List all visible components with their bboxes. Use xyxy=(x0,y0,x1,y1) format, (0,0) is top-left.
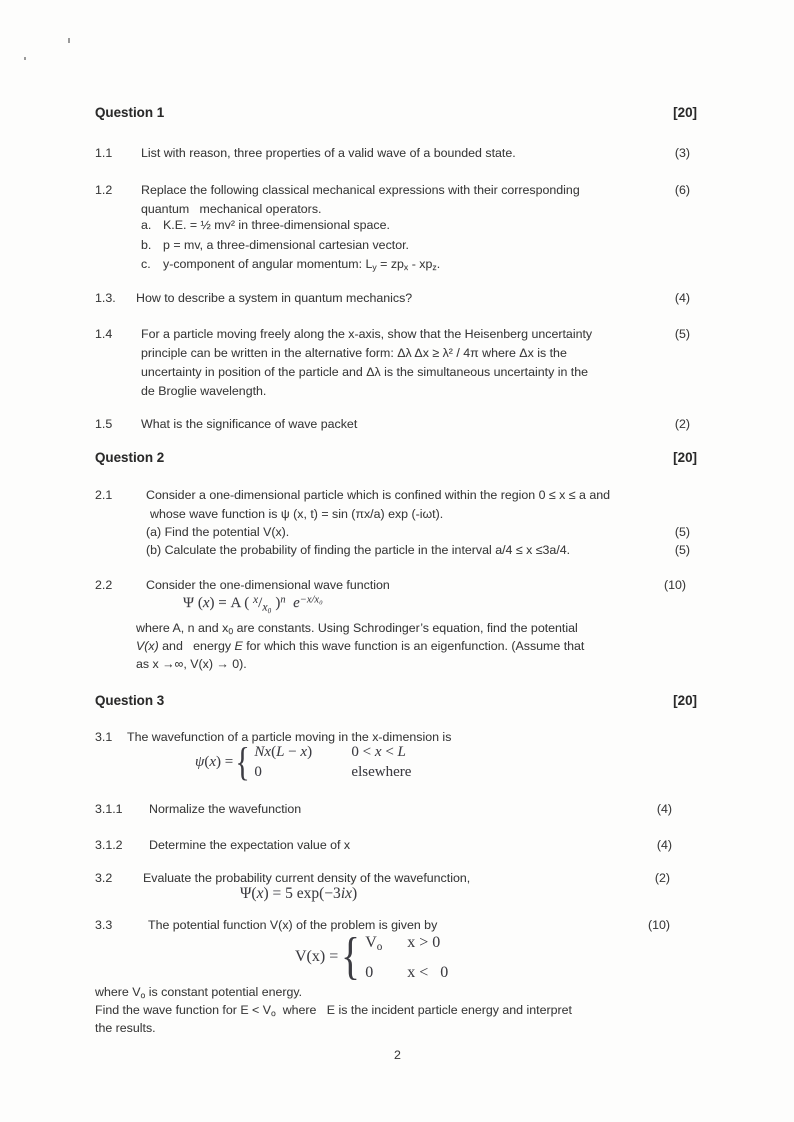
scan-artifact xyxy=(68,38,70,43)
item-1.4-line2: principle can be written in the alternative form: Δλ Δx ≥ λ² / 4π where Δx is the xyxy=(141,346,567,360)
item-1.2-marks: (6) xyxy=(674,183,690,197)
item-3.2-text: Evaluate the probability current density of the wavefunction, xyxy=(143,871,471,885)
question-1-total-marks: [20] xyxy=(673,105,697,120)
item-3.1-number: 3.1 xyxy=(95,730,113,744)
item-1.2c-text: y-component of angular momentum: $L_y = zp_x - xp_z$. xyxy=(163,257,441,273)
item-3.1.2-number: 3.1.2 xyxy=(95,838,123,852)
item-3.3-marks: (10) xyxy=(647,918,670,932)
item-3.1-text: The wavefunction of a particle moving in the x-dimension is xyxy=(127,730,452,744)
item-2.1-number: 2.1 xyxy=(95,488,113,502)
item-1.3-number: 1.3. xyxy=(95,291,116,305)
item-2.2-line1: Consider the one-dimensional wave function xyxy=(146,578,390,592)
item-1.2-line1: Replace the following classical mechanical expressions with their corresponding xyxy=(141,183,580,197)
item-1.3-text: How to describe a system in quantum mechanics? xyxy=(136,291,413,305)
item-2.2-formula: Ψ (x) = A ( $^x/_{x_0}$ )$^n$ $e^{-x/x_0}$ xyxy=(183,593,323,614)
case-2-condition: x < 0 xyxy=(407,963,449,981)
question-2-total-marks: [20] xyxy=(673,450,697,465)
formula-lhs: ψ(x) = xyxy=(195,753,234,770)
item-2.2-number: 2.2 xyxy=(95,578,113,592)
item-3.3-text: The potential function V(x) of the problem is given by xyxy=(148,918,438,932)
case-1-condition: x > 0 xyxy=(407,934,441,951)
item-1.3-marks: (4) xyxy=(674,291,690,305)
item-1.2c-marker: c. xyxy=(141,257,151,271)
item-1.2a-text: K.E. = ½ mv² in three-dimensional space. xyxy=(163,218,390,232)
page-number: 2 xyxy=(394,1048,401,1062)
item-3.1.2-text: Determine the expectation value of x xyxy=(149,838,351,852)
item-2.2-line2: where A, n and $x_0$ are constants. Using Schrodinger’s equation, find the potential xyxy=(136,621,578,637)
item-1.4-line3: uncertainty in position of the particle and Δλ is the simultaneous uncertainty in the xyxy=(141,365,589,379)
item-3.2-number: 3.2 xyxy=(95,871,113,885)
brace-glyph: { xyxy=(341,928,361,986)
item-3.2-formula: Ψ(x) = 5 exp(−3ix) xyxy=(240,885,358,902)
case-1-condition: 0 < x < L xyxy=(351,744,406,760)
item-2.1-line1: Consider a one-dimensional particle which is confined within the region 0 ≤ x ≤ a and xyxy=(146,488,611,502)
item-1.5-number: 1.5 xyxy=(95,417,113,431)
item-1.1-number: 1.1 xyxy=(95,146,113,160)
item-1.2b-marker: b. xyxy=(141,238,152,252)
item-2.2-line3: V(x) and energy E for which this wave function is an eigenfunction. (Assume that xyxy=(136,639,585,653)
item-2.2-marks: (10) xyxy=(663,578,686,592)
item-3.1.1-marks: (4) xyxy=(656,802,672,816)
item-3.1.1-number: 3.1.1 xyxy=(95,802,123,816)
item-2.1b-marks: (5) xyxy=(674,543,690,557)
item-3.1-piecewise-formula xyxy=(195,739,412,784)
formula-lhs: V(x) = xyxy=(295,948,339,966)
item-1.2-number: 1.2 xyxy=(95,183,113,197)
item-2.1-line2: whose wave function is ψ (x, t) = sin (πx/a) exp (-iωt). xyxy=(150,507,444,521)
item-3.2-marks: (2) xyxy=(654,871,670,885)
item-1.4-line1: For a particle moving freely along the x-axis, show that the Heisenberg uncertainty xyxy=(141,327,593,341)
item-1.2a-marker: a. xyxy=(141,218,152,232)
item-3.3-footnote-line1: where $V_o$ is constant potential energy. xyxy=(95,985,303,1001)
item-1.4-line4: de Broglie wavelength. xyxy=(141,384,267,398)
item-3.3-footnote-line2: Find the wave function for $E < V_o$ where E is the incident particle energy and interpret xyxy=(95,1003,572,1019)
question-1-heading: Question 1 xyxy=(95,105,165,120)
item-1.1-text: List with reason, three properties of a valid wave of a bounded state. xyxy=(141,146,516,160)
item-1.1-marks: (3) xyxy=(674,146,690,160)
case-1-expression: $V_o$ xyxy=(365,934,383,953)
case-1-expression: Nx(L − x) xyxy=(254,744,313,760)
item-1.2b-text: p = mv, a three-dimensional cartesian vector. xyxy=(163,238,409,252)
question-2-heading: Question 2 xyxy=(95,450,165,465)
case-2-condition: elsewhere xyxy=(351,764,412,780)
item-2.1a-marks: (5) xyxy=(674,525,690,539)
scan-artifact xyxy=(24,57,26,60)
item-1.4-marks: (5) xyxy=(674,327,690,341)
item-3.1.2-marks: (4) xyxy=(656,838,672,852)
item-3.3-footnote-line3: the results. xyxy=(95,1021,156,1035)
item-3.3-number: 3.3 xyxy=(95,918,113,932)
item-1.2-line2: quantum mechanical operators. xyxy=(141,202,322,216)
item-1.5-marks: (2) xyxy=(674,417,690,431)
case-2-expression: 0 xyxy=(254,764,262,780)
item-3.1.1-text: Normalize the wavefunction xyxy=(149,802,302,816)
item-1.5-text: What is the significance of wave packet xyxy=(141,417,358,431)
item-2.1a-text: (a) Find the potential V(x). xyxy=(146,525,290,539)
item-1.4-number: 1.4 xyxy=(95,327,113,341)
question-3-total-marks: [20] xyxy=(673,693,697,708)
item-2.2-line4: as x →∞, V(x) → 0). xyxy=(136,657,247,671)
item-2.1b-text: (b) Calculate the probability of finding the particle in the interval a/4 ≤ x ≤3a/4. xyxy=(146,543,571,557)
brace-glyph: { xyxy=(235,739,251,784)
case-2-expression: 0 xyxy=(365,963,374,981)
question-3-heading: Question 3 xyxy=(95,693,165,708)
item-3.3-piecewise-formula xyxy=(295,930,448,985)
